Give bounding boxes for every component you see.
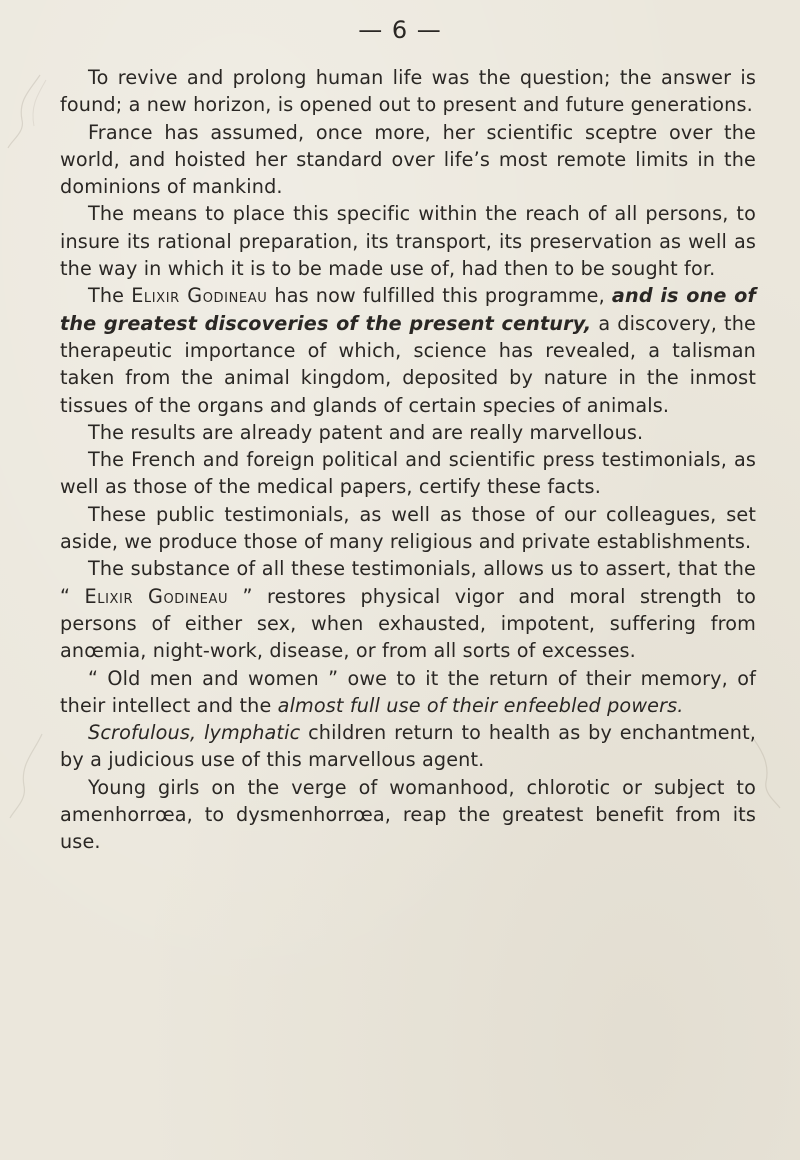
paragraph-means: The means to place this specific within the reach of all persons, to insure its rational preparation, its transport, its preservation as well as the way in which it is to be made use of, had then to be sought for. [60, 202, 756, 281]
emphasis-text: Scrofulous, lymphatic [88, 721, 301, 745]
paragraph-press: The French and foreign political and scientific press testimonials, as well as those of the medical papers, certify these facts. [60, 448, 756, 499]
paragraph-scrofulous: Scrofulous, lymphatic children return to health as by enchantment, by a judicious use of this marvellous agent. [60, 721, 756, 772]
product-name: Elixir Godineau [131, 284, 268, 308]
paragraph-results: The results are already patent and are really marvellous. [88, 420, 644, 444]
paragraph-elixir: The Elixir Godineau has now fulfilled this programme, and is one of the greatest discoveries of the present century, a discovery, the therapeutic importance of which, science has revealed, a talisman taken from the animal kingdom, deposited by nature in the inmost tissues of the organs and glands of certain species of animals. [60, 284, 757, 417]
paragraph-france: France has assumed, once more, her scientific sceptre over the world, and hoisted her standard over life’s most remote limits in the dominions of mankind. [60, 120, 756, 199]
emphasis-text: almost full use of their enfeebled powers. [277, 693, 684, 717]
page-number: — 6 — [358, 16, 442, 44]
paragraph-testimonials: These public testimonials, as well as those of our colleagues, set aside, we produce those of many religious and private establishments. [60, 502, 756, 554]
body-text [60, 64, 756, 856]
paragraph-young-girls: Young girls on the verge of womanhood, chlorotic or subject to amenhorrœa, to dysmenhorrœa, reap the greatest benefit from its use. [60, 775, 756, 854]
paper-stain [0, 70, 60, 150]
paragraph-old-men: “ Old men and women ” owe to it the return of their memory, of their intellect and the almost full use of their enfeebled powers. [60, 666, 756, 717]
emphasis-text: and is one of the greatest discoveries of the present century, [60, 284, 757, 335]
paragraph-question: To revive and prolong human life was the question; the answer is found; a new horizon, is opened out to present and future generations. [60, 66, 756, 117]
paper-stain [0, 730, 60, 820]
product-name: Elixir Godineau [84, 584, 229, 608]
paragraph-substance: The substance of all these testimonials, allows us to assert, that the “ Elixir Godineau ” restores physical vigor and moral strength to persons of either sex, when exhausted, impotent, suffering from anœmia, night-work, disease, or from all sorts of excesses. [60, 557, 756, 663]
